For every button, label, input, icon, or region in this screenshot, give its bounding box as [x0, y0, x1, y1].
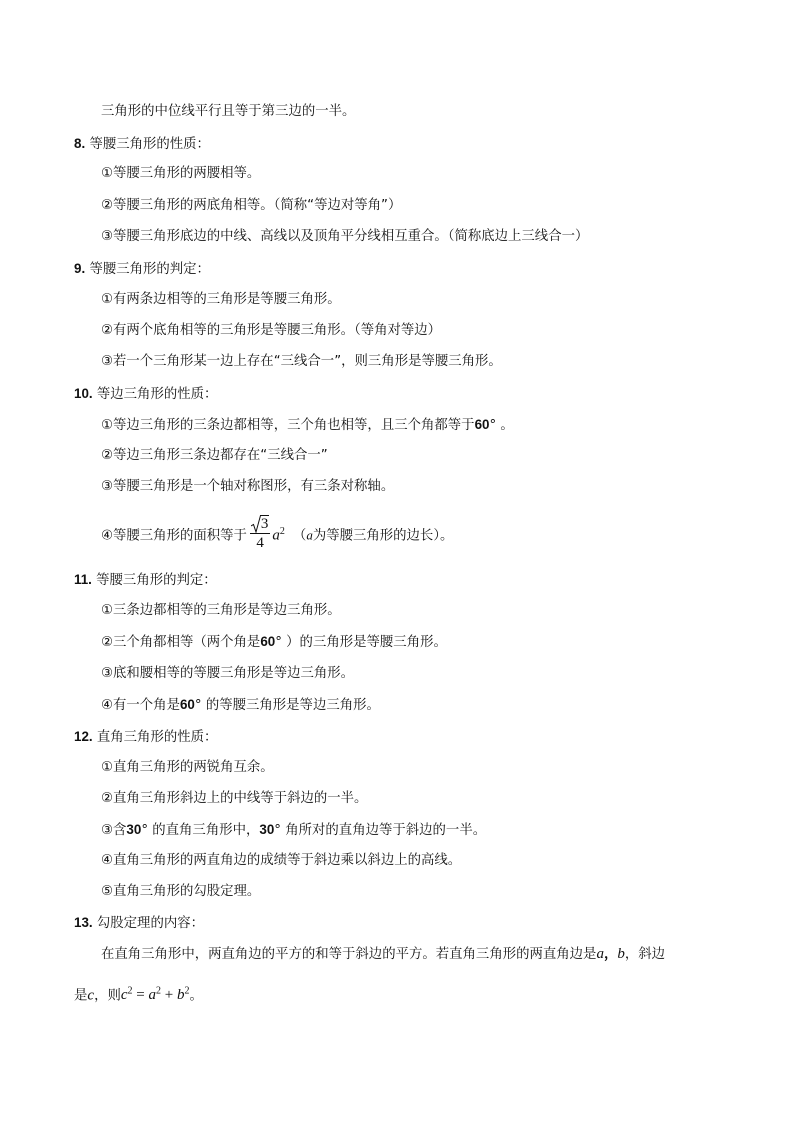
degree-value: 60: [260, 634, 276, 649]
formula-b: b: [176, 987, 185, 1004]
formula-plus: +: [160, 987, 177, 1004]
degree-value: 60: [179, 697, 195, 712]
section-10-item-3: ③等腰三角形是一个轴对称图形，有三条对称轴。: [101, 479, 395, 494]
formula-equals: =: [132, 987, 149, 1004]
section-8-title: 等腰三角形的性质：: [89, 137, 210, 152]
paragraph-text: 是: [74, 988, 88, 1004]
item-text: ③含: [101, 823, 127, 838]
section-10-item-1: [101, 415, 514, 436]
section-12-number: 12.: [74, 729, 93, 744]
item-text-end: ° 的等腰三角形是等边三角形。: [194, 698, 380, 713]
section-12-title: 直角三角形的性质：: [96, 730, 218, 745]
section-12-item-3: [101, 820, 486, 841]
formula-a: a: [148, 987, 156, 1004]
section-8-item-1: ①等腰三角形的两腰相等。: [101, 166, 261, 181]
section-11-item-4: [101, 695, 380, 716]
section-9-heading: [74, 259, 210, 280]
formula-exp-3: 2: [184, 986, 190, 997]
item-text-mid: ° 的直角三角形中，: [141, 823, 260, 838]
formula-exp-1: 2: [127, 986, 133, 997]
section-13-paragraph-line-2: [74, 982, 203, 1006]
section-12-item-5: ⑤直角三角形的勾股定理。: [101, 884, 261, 899]
section-9-item-2: ②有两个底角相等的三角形是等腰三角形。（等角对等边）: [101, 323, 442, 338]
section-13-paragraph-line-1: [101, 944, 665, 965]
section-11-title: 等腰三角形的判定：: [96, 573, 217, 588]
section-12-item-2: ②直角三角形斜边上的中线等于斜边的一半。: [101, 791, 368, 806]
section-10-heading: [74, 384, 217, 405]
section-9-item-1: ①有两条边相等的三角形是等腰三角形。: [101, 292, 341, 307]
paren-open: （: [292, 528, 307, 544]
section-10-item-4: [101, 512, 453, 556]
section-9-number: 9.: [74, 261, 86, 276]
degree-value: 60: [474, 417, 490, 432]
radicand: 3: [260, 515, 269, 532]
section-10-item-2: ②等边三角形三条边都存在“三线合一”: [101, 448, 328, 463]
pythagorean-formula: [121, 988, 190, 1003]
section-12-item-4: ④直角三角形的两直角边的成绩等于斜边乘以斜边上的高线。: [101, 853, 462, 868]
item-text-end: ° ）的三角形是等腰三角形。: [275, 635, 447, 650]
paragraph-text: 在直角三角形中，两直角边的平方的和等于斜边的平方。若直角三角形的两直角边是: [101, 947, 597, 962]
item-text-end: ° 。: [489, 418, 514, 433]
section-9-item-3: ③若一个三角形某一边上存在“三线合一”，则三角形是等腰三角形。: [101, 354, 502, 369]
area-fraction: [250, 515, 271, 552]
section-8-heading: [74, 134, 210, 155]
degree-value-1: 30: [126, 822, 142, 837]
paragraph-end: 。: [189, 988, 203, 1004]
variable-a: a: [596, 946, 604, 962]
section-11-item-2: [101, 632, 447, 653]
section-8-item-3: ③等腰三角形底边的中线、高线以及顶角平分线相互重合。（简称底边上三线合一）: [101, 229, 589, 244]
section-10-number: 10.: [74, 386, 93, 401]
fraction-numerator: [250, 515, 271, 534]
section-8-number: 8.: [74, 136, 86, 151]
item-text-end: 为等腰三角形的边长）。: [312, 528, 454, 544]
side-variable: a: [272, 527, 280, 544]
section-10-title: 等边三角形的性质：: [96, 387, 218, 402]
variable-b: b: [617, 946, 625, 962]
fraction-denominator: 4: [256, 534, 264, 551]
side-variable-2: a: [306, 527, 313, 543]
section-12-heading: [74, 727, 217, 748]
section-12-item-1: ①直角三角形的两锐角互余。: [101, 760, 274, 775]
section-13-number: 13.: [74, 915, 93, 930]
paragraph-text-mid: ，则: [94, 988, 121, 1004]
section-13-heading: [74, 913, 204, 934]
radical-sign-icon: [251, 515, 261, 533]
paragraph-text-end: ，斜边: [624, 947, 666, 962]
section-11-item-3: ③底和腰相等的等腰三角形是等边三角形。: [101, 666, 355, 681]
degree-value-2: 30: [259, 822, 275, 837]
section-11-heading: [74, 570, 217, 591]
section-9-title: 等腰三角形的判定：: [89, 262, 210, 277]
item-text: ①等边三角形的三条边都相等，三个角也相等，且三个角都等于: [101, 418, 475, 433]
square-root: [251, 515, 270, 533]
item-text: ④等腰三角形的面积等于: [101, 528, 247, 544]
section-13-title: 勾股定理的内容：: [96, 916, 205, 931]
item-text: ④有一个角是: [101, 698, 180, 713]
item-text: ②三个角都相等（两个角是: [101, 635, 261, 650]
section-11-item-1: ①三条边都相等的三角形是等边三角形。: [101, 603, 341, 618]
section-8-item-2: ②等腰三角形的两底角相等。（简称“等边对等角”）: [101, 198, 402, 213]
section-11-number: 11.: [74, 572, 92, 587]
exponent: 2: [279, 526, 285, 537]
formula-c: c: [120, 987, 128, 1004]
variable-c: c: [87, 987, 95, 1004]
separator-comma: ，: [603, 946, 618, 961]
formula-exp-2: 2: [155, 986, 161, 997]
item-text-end: ° 角所对的直角边等于斜边的一半。: [274, 823, 487, 838]
intro-line: 三角形的中位线平行且等于第三边的一半。: [101, 104, 356, 119]
